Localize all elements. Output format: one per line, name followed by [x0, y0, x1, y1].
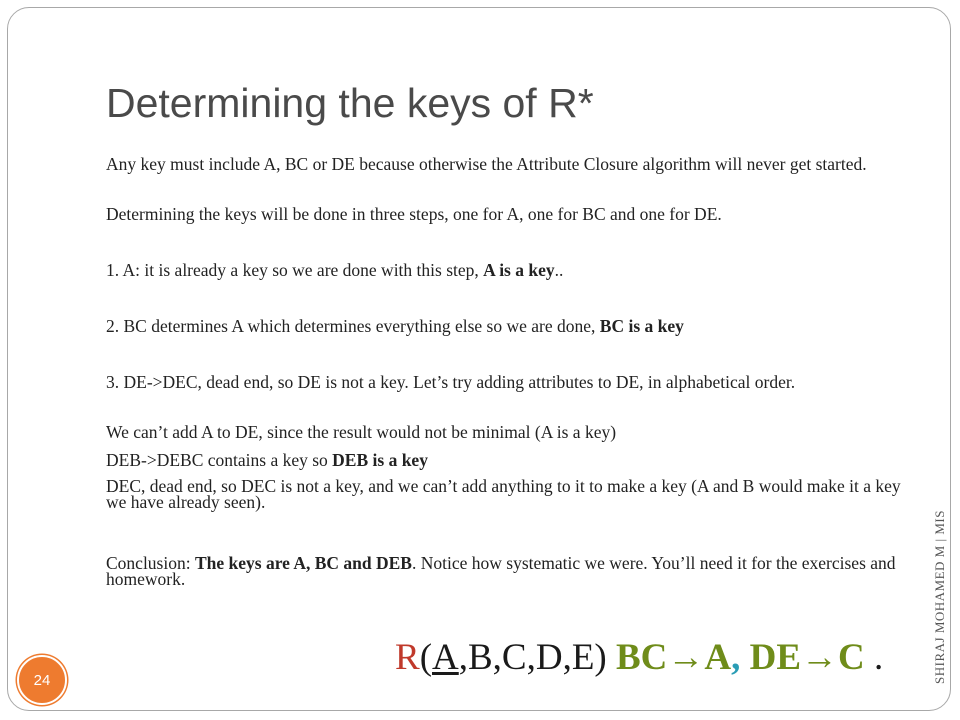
relation-formula	[395, 636, 883, 680]
conclusion-label: Conclusion:	[106, 553, 195, 573]
paragraph-conclusion	[106, 555, 906, 587]
step-2-text: 2. BC determines A which determines everything else so we are done,	[106, 316, 600, 336]
author-side-label: SHIRAJ MOHAMED M | MIS	[932, 510, 947, 684]
step-1-tail: ..	[554, 260, 564, 280]
deb-text: DEB->DEBC contains a key so	[106, 450, 333, 470]
conclusion-bold: The keys are A, BC and DEB	[194, 553, 412, 573]
paragraph-2: Determining the keys will be done in three steps, one for A, one for BC and one for DE.	[106, 204, 722, 224]
deb-bold: DEB is a key	[332, 450, 428, 470]
page-number-badge: 24	[17, 655, 67, 705]
paragraph-1: Any key must include A, BC or DE because otherwise the Attribute Closure algorithm will never get started.	[106, 154, 867, 174]
relation-name: R	[395, 637, 420, 678]
paragraph-step-3: 3. DE->DEC, dead end, so DE is not a key. Let’s try adding attributes to DE, in alphabetical order.	[106, 372, 796, 392]
slide-title: Determining the keys of R*	[106, 80, 594, 126]
formula-period: .	[874, 637, 884, 678]
conclusion-tail: . Notice how systematic we were. You’ll need it for the exercises and homework.	[106, 553, 896, 589]
relation-attributes: ,B,C,D,E)	[458, 637, 607, 678]
step-1-bold: A is a key	[483, 260, 555, 280]
fd-bc-a: BC→A	[616, 637, 732, 678]
relation-open-paren: (	[419, 637, 433, 678]
paragraph-deb	[106, 452, 906, 468]
paragraph-step-1	[106, 262, 906, 278]
fd-separator: ,	[731, 637, 741, 678]
paragraph-step-2	[106, 318, 906, 334]
paragraph-dec: DEC, dead end, so DEC is not a key, and we can’t add anything to it to make a key (A and B would make it a key we have already seen).	[106, 476, 901, 512]
step-2-bold: BC is a key	[599, 316, 684, 336]
paragraph-add-a: We can’t add A to DE, since the result would not be minimal (A is a key)	[106, 422, 617, 442]
relation-key-attribute: A	[432, 637, 459, 678]
step-1-text: 1. A: it is already a key so we are done with this step,	[106, 260, 484, 280]
fd-de-c: DE→C	[749, 637, 865, 678]
